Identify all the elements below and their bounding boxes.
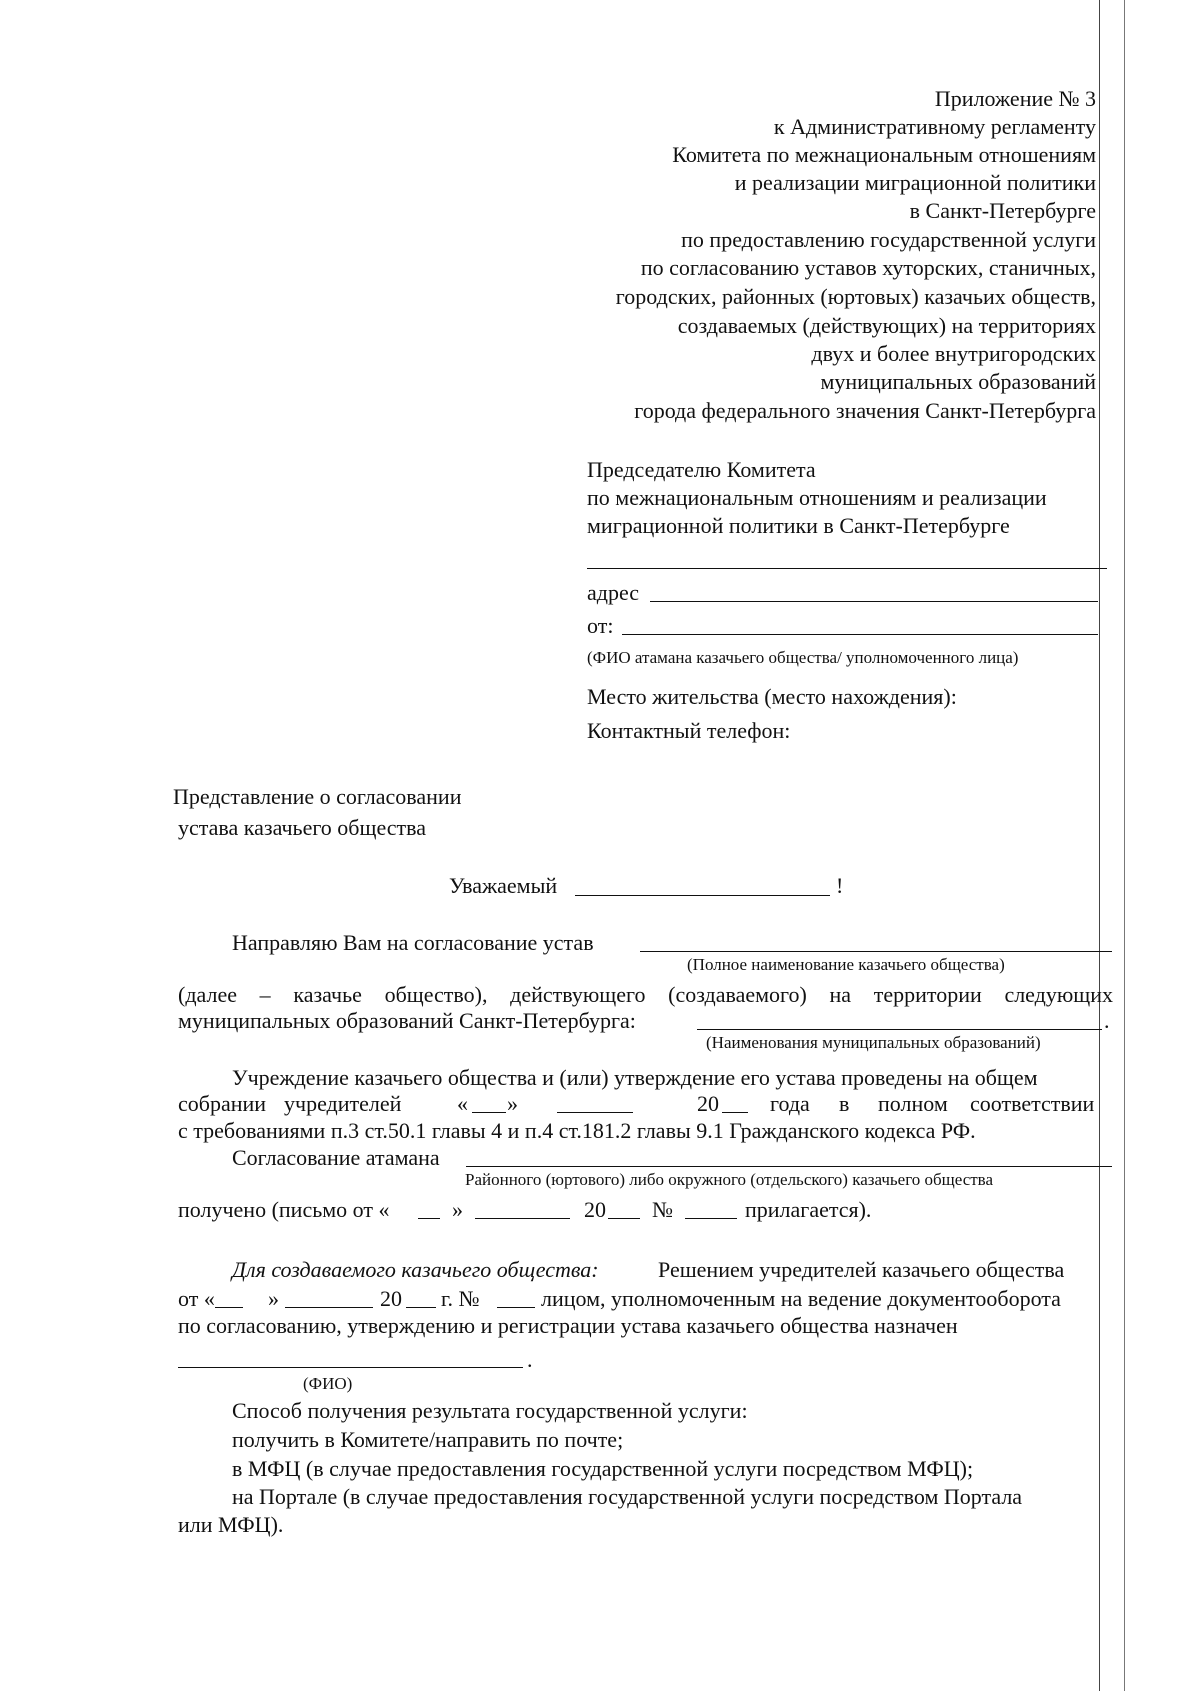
word: г. № xyxy=(441,1286,480,1311)
method-option: в МФЦ (в случае предоставления государственной услуги посредством МФЦ); xyxy=(232,1456,974,1481)
p1-start: Направляю Вам на согласование устав xyxy=(232,930,594,955)
word: » xyxy=(268,1286,279,1311)
appendix-line: по предоставлению государственной услуги xyxy=(681,227,1096,252)
appendix-line: Комитета по межнациональным отношениям xyxy=(672,142,1096,167)
residence-label: Место жительства (место нахождения): xyxy=(587,684,957,709)
caption-municipal: (Наименования муниципальных образований) xyxy=(706,1033,1041,1052)
word: прилагается). xyxy=(745,1197,872,1222)
p1-line3: муниципальных образований Санкт-Петербурга: xyxy=(178,1008,636,1033)
blank-line[interactable] xyxy=(587,568,1107,569)
decision-day-field[interactable] xyxy=(215,1307,243,1308)
word: получено (письмо от « xyxy=(178,1197,390,1222)
p4-line1 xyxy=(232,1257,599,1283)
caption-ataman: Районного (юртового) либо окружного (отдельского) казачьего общества xyxy=(465,1170,994,1189)
address-label: адрес xyxy=(587,580,640,605)
method-title: Способ получения результата государственной услуги: xyxy=(232,1398,748,1423)
method-option: получить в Комитете/направить по почте; xyxy=(232,1427,624,1452)
word: № xyxy=(652,1197,673,1222)
letter-number-field[interactable] xyxy=(685,1218,737,1219)
year-field[interactable] xyxy=(722,1112,748,1113)
appendix-line: к Административному регламенту xyxy=(773,114,1096,139)
word: собрании xyxy=(178,1091,267,1116)
appendix-line: создаваемых (действующих) на территориях xyxy=(677,313,1096,338)
society-name-field[interactable] xyxy=(640,951,1112,952)
greeting-name-field[interactable] xyxy=(575,895,830,896)
word: » xyxy=(452,1197,463,1222)
appendix-line: по согласованию уставов хуторских, станичных, xyxy=(640,255,1096,280)
word: 20 xyxy=(380,1286,402,1311)
p1-end-dot: . xyxy=(1104,1008,1110,1033)
appendix-line: муниципальных образований xyxy=(820,369,1096,394)
caption-fio: (ФИО) xyxy=(303,1374,353,1393)
word: года xyxy=(770,1091,810,1116)
p3-start: Согласование атамана xyxy=(232,1145,440,1170)
greeting-suffix: ! xyxy=(836,873,844,898)
letter-month-field[interactable] xyxy=(475,1218,570,1219)
word: » xyxy=(507,1091,518,1116)
appendix-line: Приложение № 3 xyxy=(934,86,1096,111)
ataman-field[interactable] xyxy=(466,1166,1112,1167)
word: 20 xyxy=(584,1197,606,1222)
method-option: на Портале (в случае предоставления государственной услуги посредством Портала xyxy=(232,1484,1023,1509)
scan-edge-line xyxy=(1124,0,1125,1691)
municipal-field[interactable] xyxy=(697,1029,1102,1030)
p1-line2: (далее – казачье общество), действующего (создаваемого) на территории следующих xyxy=(178,982,1113,1007)
greeting-prefix: Уважаемый xyxy=(449,873,558,898)
word: 20 xyxy=(697,1091,719,1116)
p4-line1-rest: Решением учредителей казачьего общества xyxy=(658,1257,1065,1282)
word: от « xyxy=(178,1286,215,1311)
word: учредителей xyxy=(284,1091,402,1116)
letter-day-field[interactable] xyxy=(418,1218,440,1219)
address-field[interactable] xyxy=(650,601,1098,602)
fio-caption: (ФИО атамана казачьего общества/ уполномоченного лица) xyxy=(587,648,1019,667)
p4-italic: Для создаваемого казачьего общества: xyxy=(232,1257,599,1282)
decision-month-field[interactable] xyxy=(285,1307,373,1308)
p2-line3: с требованиями п.3 ст.50.1 главы 4 и п.4 ст.181.2 главы 9.1 Гражданского кодекса РФ. xyxy=(178,1118,976,1143)
method-option-cont: или МФЦ). xyxy=(178,1512,284,1537)
day-field[interactable] xyxy=(472,1112,506,1113)
appendix-line: и реализации миграционной политики xyxy=(734,170,1096,195)
p4-dot: . xyxy=(527,1347,533,1372)
month-field[interactable] xyxy=(557,1112,633,1113)
addressee-line: по межнациональным отношениям и реализации xyxy=(587,485,1047,510)
addressee-line: миграционной политики в Санкт-Петербурге xyxy=(587,513,1010,538)
doc-title-line: Представление о согласовании xyxy=(173,784,462,809)
addressee-line: Председателю Комитета xyxy=(587,457,816,482)
decision-number-field[interactable] xyxy=(497,1307,535,1308)
doc-title-line: устава казачьего общества xyxy=(178,815,426,840)
appendix-line: города федерального значения Санкт-Петербурга xyxy=(634,398,1096,423)
caption-full-name: (Полное наименование казачьего общества) xyxy=(687,955,1005,974)
from-field[interactable] xyxy=(622,634,1098,635)
word: в xyxy=(839,1091,850,1116)
decision-year-field[interactable] xyxy=(406,1307,436,1308)
letter-year-field[interactable] xyxy=(608,1218,640,1219)
appendix-line: городских, районных (юртовых) казачьих обществ, xyxy=(615,284,1096,309)
appendix-line: двух и более внутригородских xyxy=(811,341,1096,366)
appendix-line: в Санкт-Петербурге xyxy=(909,198,1096,223)
from-label: от: xyxy=(587,613,614,638)
word: лицом, уполномоченным на ведение документооборота xyxy=(541,1286,1061,1311)
p2-line1: Учреждение казачьего общества и (или) утверждение его устава проведены на общем xyxy=(232,1065,1038,1090)
scan-edge-line xyxy=(1099,0,1100,1691)
word: полном xyxy=(878,1091,948,1116)
p4-line3: по согласованию, утверждению и регистрации устава казачьего общества назначен xyxy=(178,1313,958,1338)
word: соответствии xyxy=(970,1091,1095,1116)
fio-field[interactable] xyxy=(178,1367,523,1368)
word: « xyxy=(457,1091,468,1116)
phone-label: Контактный телефон: xyxy=(587,718,791,743)
